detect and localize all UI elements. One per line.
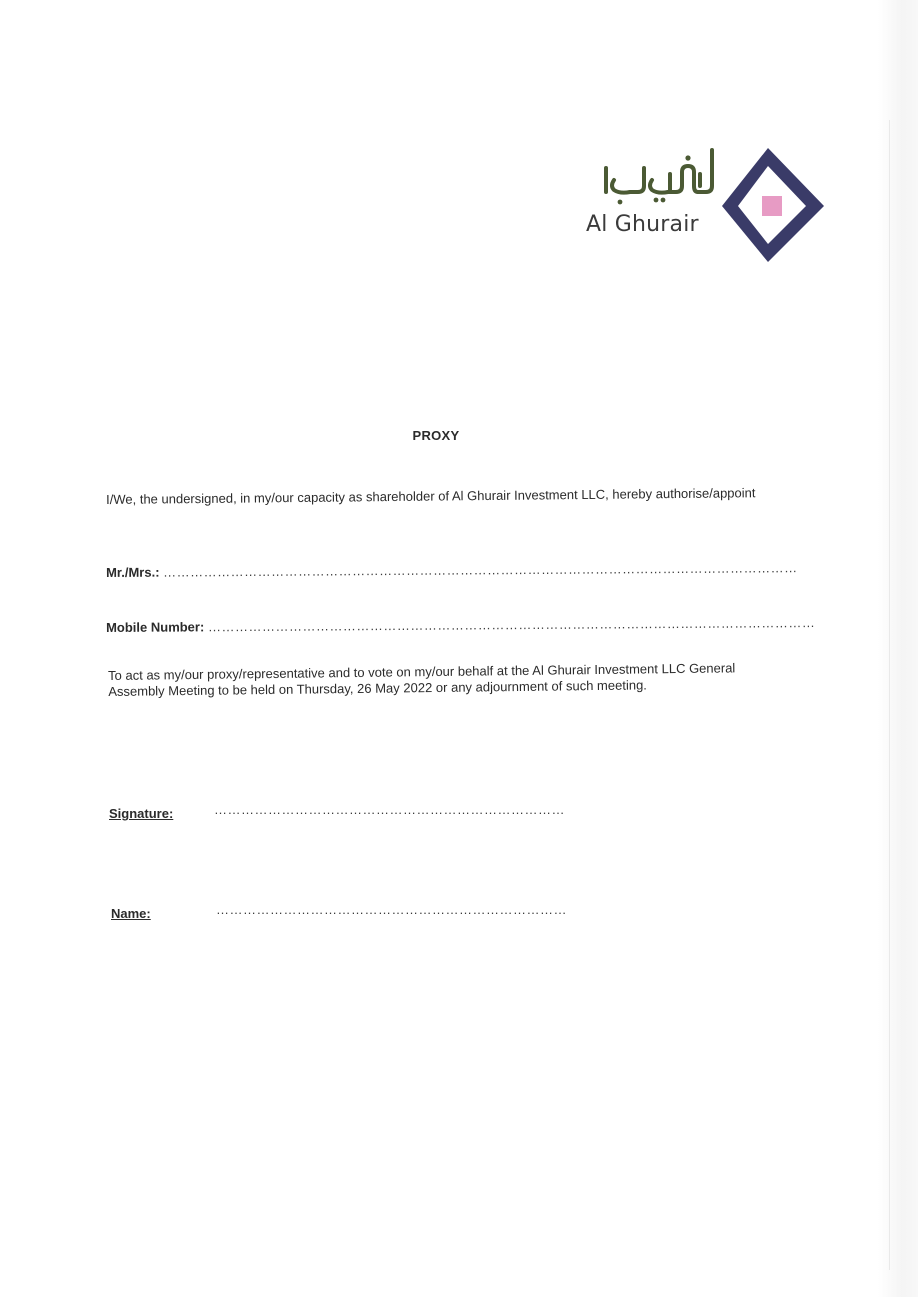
mr-mrs-field xyxy=(106,560,798,580)
scan-edge-shadow xyxy=(878,0,918,1297)
diamond-logo-mark xyxy=(718,144,828,266)
intro-paragraph: I/We, the undersigned, in my/our capacity as shareholder of Al Ghurair Investment LLC, hereby authorise/appoint xyxy=(106,485,756,507)
scan-edge-line xyxy=(889,120,890,1270)
signature-label: Signature: xyxy=(109,806,174,821)
logo-latin-wordmark: Al Ghurair xyxy=(586,212,699,237)
logo-center-square xyxy=(762,196,782,216)
proxy-statement-paragraph: To act as my/our proxy/representative and to vote on my/our behalf at the Al Ghurair Investment LLC General Assembly Meeting to be held on Thursday, 26 May 2022 or any adjournment of such meeting. xyxy=(108,660,736,699)
mr-mrs-label: Mr./Mrs.: xyxy=(106,564,160,580)
name-dotted-line: …………………………………………………………………… xyxy=(216,902,567,917)
mr-mrs-dotted-line: …………………………………………………………………………………………………………………………… xyxy=(163,560,798,580)
company-logo xyxy=(580,140,830,270)
mobile-number-label: Mobile Number: xyxy=(106,619,205,635)
document-title: PROXY xyxy=(412,428,460,443)
mobile-number-field xyxy=(106,615,815,635)
mobile-number-dotted-line: ……………………………………………………………………………………………………………………… xyxy=(207,615,816,635)
signature-dotted-line: …………………………………………………………………… xyxy=(214,802,565,817)
name-label: Name: xyxy=(111,906,151,921)
logo-arabic-wordmark xyxy=(600,146,718,206)
